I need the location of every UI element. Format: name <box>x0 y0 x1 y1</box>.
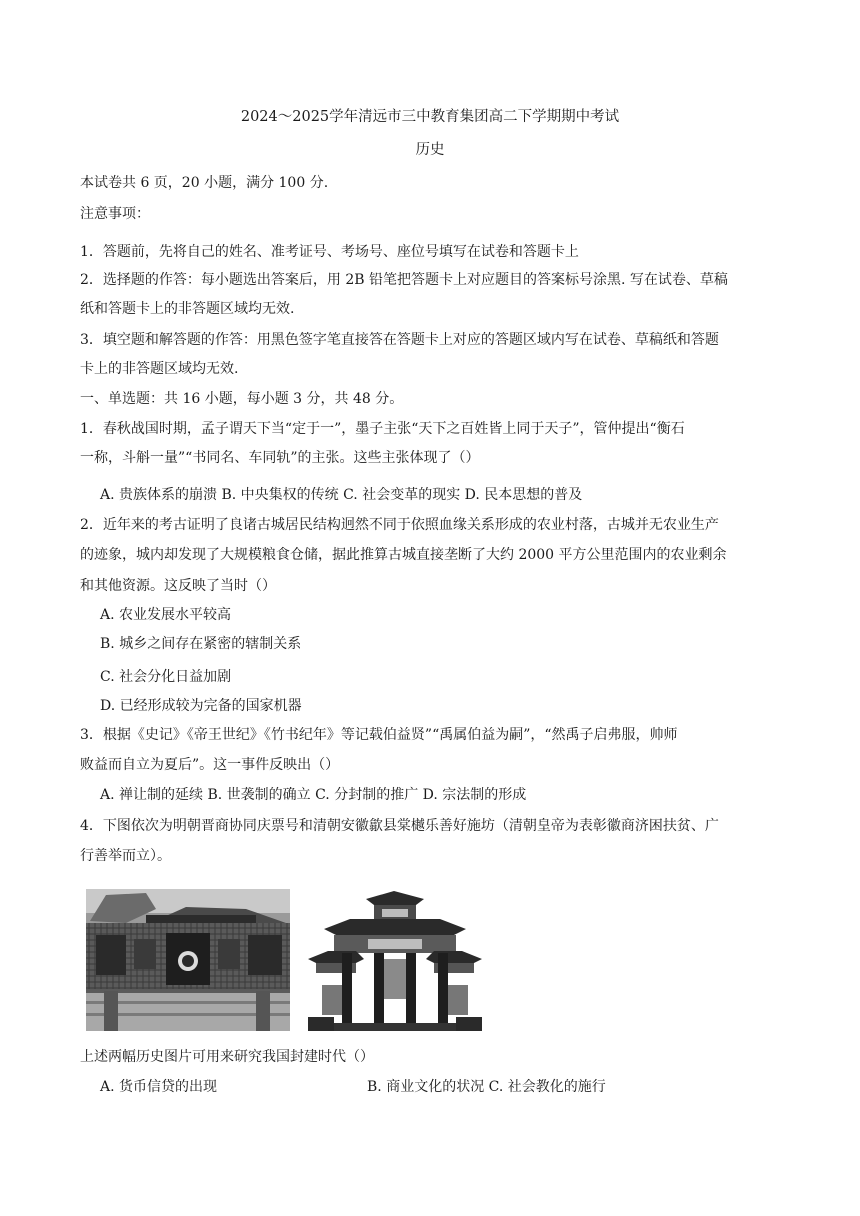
question-3-stem: 败益而自立为夏后”。这一事件反映出（） <box>80 757 340 773</box>
question-1-stem: 一称，斗斛一量”“书同名、车同轨”的主张。这些主张体现了（） <box>80 450 480 466</box>
exam-summary: 本试卷共 6 页，20 小题，满分 100 分. <box>80 175 329 191</box>
notice-item: 3．填空题和解答题的作答：用黑色签字笔直接答在答题卡上对应的答题区域内写在试卷、草稿纸和答题 <box>80 332 719 348</box>
question-1-options: A. 贵族体系的崩溃 B. 中央集权的传统 C. 社会变革的现实 D. 民本思想的普及 <box>100 487 583 503</box>
question-2-stem: 的迹象，城内却发现了大规模粮食仓储，据此推算古城直接垄断了大约 2000 平方公里范围内的农业剩余 <box>80 547 727 563</box>
question-2-option-b: B. 城乡之间存在紧密的辖制关系 <box>100 636 302 652</box>
notice-item: 卡上的非答题区域均无效. <box>80 361 239 377</box>
notice-item: 1．答题前，先将自己的姓名、准考证号、考场号、座位号填写在试卷和答题卡上 <box>80 244 579 260</box>
question-2-option-a: A. 农业发展水平较高 <box>100 607 232 623</box>
exam-title: 2024～2025学年清远市三中教育集团高二下学期期中考试 <box>240 109 620 125</box>
question-3-options: A. 禅让制的延续 B. 世袭制的确立 C. 分封制的推广 D. 宗法制的形成 <box>100 787 527 803</box>
question-3-stem: 3．根据《史记》《帝王世纪》《竹书纪年》等记载伯益贤”“禹属伯益为嗣”，“然禹子启弗服，帅师 <box>80 727 678 743</box>
question-4-prompt: 上述两幅历史图片可用来研究我国封建时代（） <box>80 1049 374 1065</box>
question-2-option-d: D. 已经形成较为完备的国家机器 <box>100 698 302 714</box>
question-4-option-a: A. 货币信贷的出现 <box>100 1079 218 1095</box>
question-4-stem: 行善举而立）。 <box>80 848 171 864</box>
piaohao-photo <box>86 889 290 1031</box>
question-4-stem: 4．下图依次为明朝晋商协同庆票号和清朝安徽歙县棠樾乐善好施坊（清朝皇帝为表彰徽商济困扶贫、广 <box>80 818 719 834</box>
notice-item: 2．选择题的作答：每小题选出答案后，用 2B 铅笔把答题卡上对应题目的答案标号涂黑. 写在试卷、草稿 <box>80 272 728 288</box>
question-2-stem: 2．近年来的考古证明了良诸古城居民结构迥然不同于依照血缘关系形成的农业村落，古城并无农业生产 <box>80 517 719 533</box>
notice-heading: 注意事项： <box>80 206 150 222</box>
question-2-option-c: C. 社会分化日益加剧 <box>100 669 232 685</box>
question-1-stem: 1．春秋战国时期，孟子谓天下当“定于一”，墨子主张“天下之百姓皆上同于天子”，管仲提出“衡石 <box>80 421 685 437</box>
question-4-option-bc: B. 商业文化的状况 C. 社会教化的施行 <box>367 1079 606 1095</box>
section-heading: 一、单选题：共 16 小题，每小题 3 分，共 48 分。 <box>80 391 404 407</box>
memorial-archway-photo <box>304 889 486 1031</box>
notice-item: 纸和答题卡上的非答题区域均无效. <box>80 301 295 317</box>
exam-subject: 历史 <box>415 142 445 158</box>
question-2-stem: 和其他资源。这反映了当时（） <box>80 578 276 594</box>
